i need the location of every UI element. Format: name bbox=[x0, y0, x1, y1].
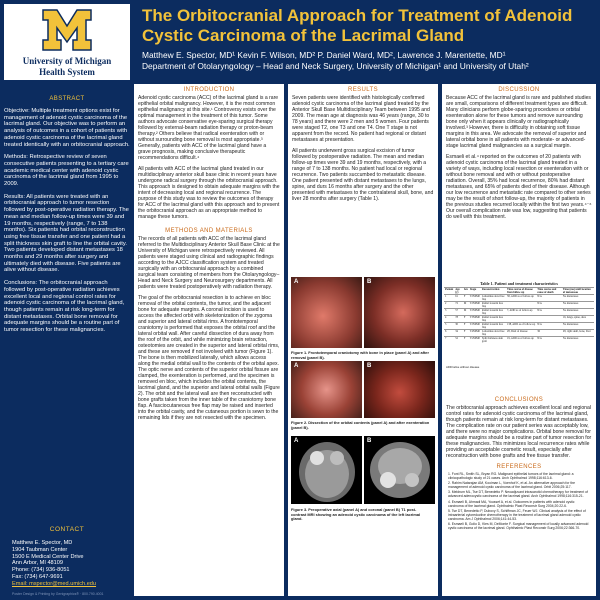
table-cell: N/A bbox=[536, 337, 562, 344]
table-cell: T3N0M0 bbox=[469, 316, 481, 323]
table-cell: No metastases bbox=[562, 295, 594, 302]
table-header-row bbox=[444, 288, 594, 295]
panel-label-b: B bbox=[367, 279, 372, 285]
author-block bbox=[142, 50, 598, 72]
table-cell: T2N0M0 bbox=[469, 295, 481, 302]
table-cell: Radial forearm free flap bbox=[481, 316, 506, 323]
table-header: Time (mo) until location of metastases bbox=[562, 288, 594, 295]
reference-item: 2. Rahim Natarajan AM, Kooiman L, Voenhof K, et al. An alternative approach for the management of adenoid cystic carcinoma of the lacrimal gland. Orbit 2006;25:117. bbox=[448, 481, 576, 490]
contact-line: Ann Arbor, MI 48109 bbox=[12, 560, 63, 567]
abstract-sidebar bbox=[4, 96, 130, 596]
table-cell: N/A bbox=[536, 309, 562, 316]
contact-line: Matthew E. Spector, MD bbox=[12, 540, 73, 546]
table-cell bbox=[506, 302, 536, 309]
table-cell: 78 bbox=[454, 316, 463, 323]
contact-line: 1904 Taubman Center bbox=[12, 546, 68, 553]
table-cell: Split thickness skin graft bbox=[481, 337, 506, 344]
discussion-p2: Esmaeli et al.⁴ reported on the outcomes of 20 patients with adenoid cystic carcinoma of the lacrimal gland treated in a variety of ways, including local resection or exenteration with or without bone removal and with or without postoperative radiation. Overall, 35% had local recurrence, 80% had distant metastases, and 65% of patients died of their disease. Although our low recurrence and metastatic rate compared to other series may be the result of short follow-up, the majority of patients in the previous studies recurred locally within the first two years.⁴⁻⁶ Our overall complication rate was low, suggesting that patients do well with this treatment. bbox=[446, 154, 592, 220]
references-list bbox=[448, 472, 590, 530]
contact-block bbox=[12, 540, 96, 588]
discussion-text bbox=[446, 95, 592, 220]
table-cell: No metastases bbox=[562, 337, 594, 344]
reference-item: 5. Tse DT, Benedetto P, Dubovy S, Schiffman JC, Feuer WJ. Clinical analysis of the effect of intraarterial cytoreductive chemotherapy in the treatment of lacrimal gland adenoid cystic carcinoma. Am J Ophthalmol 2006;141:44-53. bbox=[448, 508, 586, 521]
figure-2a-photo bbox=[291, 361, 362, 418]
abstract-methods: Methods: Retrospective review of seven consecutive patients presenting to a tertiary care academic medical center with adenoid cystic carcinoma of the lacrimal gland from 1995 to 2009. bbox=[4, 154, 129, 188]
table-row bbox=[444, 330, 594, 337]
table-cell: Radial forearm free flap bbox=[481, 323, 506, 330]
reference-item: 1. Font RL, Smith SL, Bryan RG. Malignant epithelial tumors of the lacrimal gland: a clinicopathologic study of 21 cases. Arch Ophthalmol 1998;116:613-6. bbox=[448, 472, 574, 481]
table-header: Time course of disease from follow-up bbox=[506, 288, 536, 295]
table-row bbox=[444, 309, 594, 316]
reference-item: 4. Esmaeli B, Ahmadi MA, Youssef A, et al. Outcomes in patients with adenoid cystic carcinoma of the lacrimal gland. Ophthalmic Plast Reconstr Surg 2004;20:22-6. bbox=[448, 499, 575, 508]
introduction-text bbox=[138, 95, 280, 220]
table-row bbox=[444, 316, 594, 323]
table-cell: 7, ADD as of follow-up bbox=[506, 309, 536, 316]
panel-label-a: A bbox=[294, 363, 299, 369]
table-cell: F bbox=[463, 323, 469, 330]
table-1-caption: Table 1. Patient and treatment characteristics bbox=[480, 281, 558, 286]
table-cell: 36 bbox=[536, 330, 562, 337]
table-cell: 4 bbox=[444, 316, 454, 323]
abstract-heading: ABSTRACT bbox=[49, 96, 85, 102]
poster-header bbox=[0, 0, 600, 82]
logo-line-1: University of Michigan bbox=[22, 56, 112, 66]
introduction-heading: INTRODUCTION bbox=[183, 87, 235, 93]
table-cell: 28, Died of disease bbox=[506, 330, 536, 337]
contact-heading: CONTACT bbox=[49, 526, 85, 533]
table-note: ADD=alive without disease bbox=[446, 365, 480, 369]
mri-axial-icon bbox=[291, 436, 362, 504]
table-header: Stage bbox=[469, 288, 481, 295]
figure-1a-photo bbox=[291, 277, 362, 348]
discussion-p1: Because ACC of the lacrimal gland is rare and published studies are small, comparisons of different treatment types are difficult. Many clinicians perform globe-sparing procedures or orbital exenteration alone for these tumors and remove surrounding bone only when it appears clinically or radiographically involved.³ However, there is difficulty in obtaining soft tissue margins in this area. We advocate the removal of superior and lateral orbital bone in all patients with moderate- or advanced-stage lacrimal gland malignancies as a surgical margin. bbox=[446, 95, 591, 149]
table-row bbox=[444, 337, 594, 344]
table-header: Sex bbox=[463, 288, 469, 295]
methods-p2: The goal of the orbitocranial resection is to achieve en bloc removal of the orbital contents, the tumor, and the adjacent bone for adequate margins. A coronal incision is used to access the affected orbit with skeletonization of the zygoma and superior and lateral orbital rims. A frontotemporal craniotomy is performed that exposes the orbital roof and the lateral orbital wall. After careful dissection of dura away from the roof of the orbit, and while minimizing brain retraction, osteotomies are created in the superior and lateral orbital rims, and these are removed if not involved with tumor (Figure 1). The bone is then mobilized laterally, which allows access along the medial orbital wall to the contents of the orbital apex. The optic nerve and contents of the superior orbital fissure are clamped, the exenteration is performed, and the specimen is removed en bloc, which includes the orbital contents, the lacrimal gland, and the superior and lateral orbital walls (Figure 2). The orbit and the lateral wall are then reconstructed with bone grafts taken from the inner table of the craniotomy bone flap. A fasciocutaneous free flap may be raised and inserted into the orbital cavity, and the cutaneous portion is sewn to the remaining lids if they are not resected with the specimen. bbox=[138, 295, 280, 421]
table-cell: 38, ADD as of follow-up bbox=[506, 295, 536, 302]
figure-1-caption: Figure 1. Frontotemporal craniotomy with bone in place (panel A) and after removal (panel B). bbox=[291, 350, 429, 360]
table-header: Time course and cause of death bbox=[536, 288, 562, 295]
table-cell: 5 bbox=[444, 323, 454, 330]
block-m-icon bbox=[41, 8, 93, 52]
table-cell: Latissimus dorsi free flap bbox=[481, 330, 505, 336]
table-cell: T2N0M0 bbox=[469, 323, 481, 330]
results-heading: RESULTS bbox=[347, 87, 379, 93]
conclusions-text: The orbitocranial approach achieves excellent local and regional control rates for adenoid cystic carcinoma of the lacrimal gland, though patients remain at risk long-term for distant metastases. The complication rate on our patient series was acceptably low, and there were no major complications. Orbital bone removal for adequate margins should be a routine part of tumor resection for these malignancies. This minimizes local recurrence rates while providing an acceptable cosmetic result, especially after reconstruction with bone grafts and free tissue transfer. bbox=[446, 405, 592, 459]
table-cell: 52 bbox=[454, 337, 463, 344]
table-header: Age (y) bbox=[454, 288, 463, 295]
contact-line: 1500 E Medical Center Drive bbox=[12, 553, 84, 560]
table-row bbox=[444, 302, 594, 309]
abstract-text bbox=[4, 108, 130, 334]
mri-coronal-icon bbox=[364, 436, 435, 504]
table-cell: 3 bbox=[444, 309, 454, 316]
table-cell: 6 bbox=[444, 330, 454, 337]
conclusions-heading: CONCLUSIONS bbox=[494, 397, 544, 403]
methods-p1: The records of all patients with ACC of the lacrimal gland referred to the Multidisciplinary Anterior Skull Base Clinic at the University of Michigan were retrospectively reviewed. All patients were staged using clinical and radiographic findings according to the AJCC classification system and treated surgically with an orbitocranial approach by a combined surgical team consisting of members from the Otolaryngology–Head and Neck Surgery and Neurosurgery departments. All patients were treated postoperatively with radiation therapy. bbox=[138, 236, 280, 290]
table-cell: 19, ADD as of follow-up bbox=[506, 337, 536, 344]
reference-item: 3. Meldrum ML, Tse DT, Benedetto P. Neoadjuvant intracarotid chemotherapy for treatment of advanced adenocystic carcinoma of the lacrimal gland. Arch Ophthalmol 1998;116:315-21. bbox=[448, 490, 588, 499]
column-introduction-methods bbox=[134, 84, 284, 596]
table-cell: 138, ADD as of follow-up bbox=[506, 323, 536, 330]
results-p2: All patients underwent gross surgical excision of tumor followed by postoperative radiation. The mean and median follow-up times were 39 and 19 months, respectively, with a range of 7 to 138 months. No patient had local or regional recurrence. Two patients succumbed to metastatic disease. One patient presented with distant metastases to the lungs, spine, and durs 16 months after surgery and the other presented with metastases to the contralateral skull, bone, and liver 28 months after surgery (Table 1). bbox=[292, 148, 434, 202]
table-cell bbox=[536, 316, 562, 323]
table-cell: Latissimus dorsi free flap bbox=[481, 295, 505, 301]
results-p1: Seven patients were identified with histologically confirmed adenoid cystic carcinoma of the lacrimal gland treated by the Anterior Skull Base Multidisciplinary Team between 1995 and 2009. The mean age at diagnosis was 46 years (range, 30 to 78 years) and there were 2 men and 5 women. Four patients were staged T2, one T3 and one T4. One T stage is not apparent from the record. No patient had regional or distant metastases at presentation. bbox=[292, 95, 430, 143]
table-row bbox=[444, 323, 594, 330]
figure-3b-mri bbox=[364, 436, 435, 504]
table-cell: Radial forearm free flap bbox=[481, 302, 506, 309]
table-cell: 72 bbox=[454, 302, 463, 309]
patient-table bbox=[444, 287, 594, 343]
table-row bbox=[444, 295, 594, 302]
table-cell: F bbox=[463, 295, 469, 302]
table-cell: F bbox=[463, 330, 469, 337]
abstract-results: Results: All patients were treated with an orbitocranial approach to tumor resection followed by post-operative radiation therapy. The mean and median follow-up times were 39 and 19 months, respectively (range, 7 to 138 months). Six patients had orbital reconstruction using free tissue transfer and one patient had a split thickness skin graft to line the orbital cavity. Two patients developed distant metastases 18 months and 29 months after surgery and ultimately died with disease. Five patients are alive without disease. bbox=[4, 193, 129, 274]
table-cell: No metastases bbox=[562, 302, 594, 309]
panel-label-a: A bbox=[294, 279, 299, 285]
table-cell: N/A bbox=[536, 295, 562, 302]
contact-line: Phone: (734) 936-8051 bbox=[12, 567, 70, 574]
table-cell: Radial forearm free flap bbox=[481, 309, 506, 316]
figure-1b-photo bbox=[364, 277, 435, 348]
university-logo bbox=[4, 4, 130, 80]
table-cell: F bbox=[463, 316, 469, 323]
logo-line-2: Health System bbox=[39, 67, 95, 77]
table-cell: No metastases bbox=[562, 309, 594, 316]
poster-title: The Orbitocranial Approach for Treatment of Adenoid Cystic Carcinoma of the Lacrimal Gland bbox=[142, 6, 573, 45]
table-cell: M bbox=[463, 302, 469, 309]
table-cell: 1 bbox=[444, 295, 454, 302]
table-cell: T2N0M0 bbox=[469, 309, 481, 316]
table-cell: N/A bbox=[536, 323, 562, 330]
authors-affiliation: Department of Otolaryngology – Head and Neck Surgery, University of Michigan¹ and University of Utah² bbox=[142, 61, 529, 71]
figure-2b-photo bbox=[364, 361, 435, 418]
panel-label-a: A bbox=[294, 438, 299, 444]
table-cell: TxN0M0 bbox=[469, 337, 481, 344]
table-cell: 28, right skull, bone, liver bbox=[562, 330, 594, 337]
table-cell: M bbox=[463, 309, 469, 316]
results-text bbox=[292, 95, 434, 202]
authors-names: Matthew E. Spector, MD¹ Kevin F. Wilson, MD² P. Daniel Ward, MD², Lawrence J. Marentette, MD¹ bbox=[142, 50, 506, 60]
table-cell: T4N0M0 bbox=[469, 330, 481, 337]
table-cell: 57 bbox=[454, 309, 463, 316]
table-cell: 16, lungs, spine, dura bbox=[562, 316, 594, 323]
printer-credit: Poster Design & Printing by Genigraphics® · 800.790.4001 bbox=[12, 592, 104, 596]
abstract-conclusions: Conclusions: The orbitocranial approach followed by post-operative radiation achieves excellent local and regional control rates for adenoid cystic carcinoma of the lacrimal gland, though patients remain at risk long-term for distant metastases. Orbital bone removal for adequate margins should be a routine part of tumor resection for these malignancies. bbox=[4, 280, 125, 334]
contact-email[interactable]: Email: mspector@med.umich.edu bbox=[12, 580, 97, 587]
introduction-p2: All patients with ACC of the lacrimal gland treated in our multidisciplinary anterior skull base clinic in recent years have undergone radical surgery through the orbitocranial approach. This approach is designed to obtain adequate margins with the intent of decreasing local and regional recurrence. The purpose of this study was to review the outcomes of therapy for ACC of the lacrimal gland with this approach and to present the orbitocranial approach as an appropriate method to manage these tumors. bbox=[138, 166, 280, 220]
discussion-heading: DISCUSSION bbox=[498, 87, 540, 93]
contact-line: Fax: (734) 647-9691 bbox=[12, 573, 63, 580]
table-cell: 34 bbox=[454, 330, 463, 337]
table-cell: 2 bbox=[444, 302, 454, 309]
table-cell: 61 bbox=[454, 295, 463, 302]
table-cell: T2N0M0 bbox=[469, 302, 481, 309]
table-cell: N/A bbox=[536, 302, 562, 309]
table-header: Patient bbox=[444, 288, 454, 295]
references-heading: REFERENCES bbox=[496, 464, 542, 470]
methods-text bbox=[138, 236, 280, 421]
methods-heading: METHODS AND MATERIALS bbox=[165, 228, 253, 234]
table-cell bbox=[506, 316, 536, 323]
abstract-objective: Objective: Multiple treatment options exist for management of adenoid cystic carcinoma of the lacrimal gland. Our objective was to perform an analysis of outcomes in a cohort of patients with adenoid cystic carcinoma of the lacrimal gland treated identically with an orbitocranial approach. bbox=[4, 108, 130, 148]
reference-item: 6. Esmaeli B, Golio D, Kies M, DeMonte F. Surgical management of locally advanced adenoid cystic carcinoma of the lacrimal gland. Ophthalmic Plast Reconstr Surg 2006;22:366-70. bbox=[448, 522, 589, 531]
panel-label-b: B bbox=[367, 438, 372, 444]
table-cell: No metastases bbox=[562, 323, 594, 330]
conclusions-section bbox=[442, 394, 596, 531]
panel-label-b: B bbox=[367, 363, 372, 369]
figure-3-caption: Figure 3. Preoperative axial (panel A) and coronal (panel B) T1 post-contrast MRI showing an adenoid cystic carcinoma of the left lacrimal gland. bbox=[291, 507, 421, 522]
table-cell: 30 bbox=[454, 323, 463, 330]
table-cell: F bbox=[463, 337, 469, 344]
table-header: Reconstruction bbox=[481, 288, 506, 295]
introduction-p1: Adenoid cystic carcinoma (ACC) of the lacrimal gland is a rare epithelial orbital malignancy. However, it is the most common epithelial malignancy at this site.¹ Controversy exists over the optimal management in the treatment of this tumor. Some authors advocate conservative eye-sparing surgical therapy followed by external-beam radiation therapy or proton-beam therapy.² Others believe that radical exenteration with or without surrounding bone removal is most appropriate.³ Generally, patients with ACC of the lacrimal gland have a grave prognosis, making conclusive therapeutic recommendations difficult.⁴ bbox=[138, 95, 279, 161]
figure-3a-mri bbox=[291, 436, 362, 504]
table-body bbox=[444, 295, 594, 344]
table-cell: 7 bbox=[444, 337, 454, 344]
figure-2-caption: Figure 2. Dissection of the orbital contents (panel A) and after exenteration (panel B). bbox=[291, 420, 430, 430]
